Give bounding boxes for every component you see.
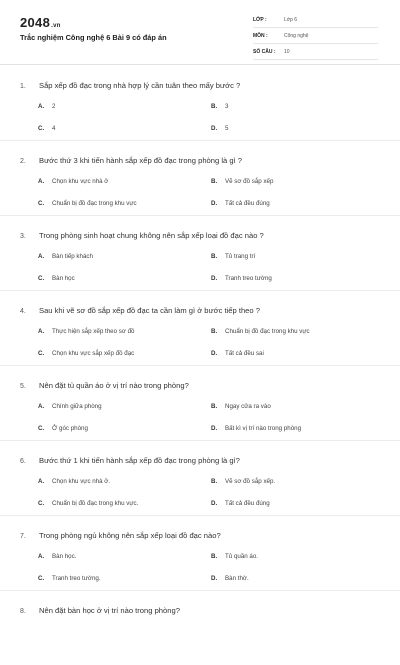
info-value: Công nghệ	[284, 33, 309, 39]
option-letter: A.	[38, 403, 45, 410]
question-item	[0, 141, 400, 216]
option-letter: A.	[38, 478, 45, 485]
option-letter: D.	[211, 500, 218, 507]
option-d[interactable]	[211, 200, 270, 207]
option-text: 2	[52, 103, 56, 110]
question-stem	[20, 231, 264, 240]
option-a[interactable]	[38, 478, 110, 485]
option-letter: B.	[211, 478, 218, 485]
option-letter: D.	[211, 275, 218, 282]
question-text: Trong phòng sinh hoạt chung không nên sắp xếp loại đồ đạc nào ?	[39, 231, 264, 240]
question-item	[0, 591, 400, 665]
option-letter: A.	[38, 253, 45, 260]
option-b[interactable]	[211, 403, 271, 410]
option-c[interactable]	[38, 125, 55, 132]
option-c[interactable]	[38, 350, 134, 357]
option-a[interactable]	[38, 328, 135, 335]
question-text: Trong phòng ngủ không nên sắp xếp loại đồ đạc nào?	[39, 531, 221, 540]
option-letter: A.	[38, 178, 45, 185]
option-text: Tủ quần áo.	[225, 553, 259, 560]
option-letter: D.	[211, 125, 218, 132]
option-d[interactable]	[211, 575, 249, 582]
question-stem	[20, 456, 240, 465]
option-c[interactable]	[38, 275, 75, 282]
option-c[interactable]	[38, 425, 88, 432]
option-letter: C.	[38, 350, 45, 357]
option-text: Tất cả đều sai	[225, 350, 264, 357]
info-key: SỐ CÂU :	[253, 49, 276, 55]
option-b[interactable]	[211, 103, 228, 110]
question-text: Bước thứ 3 khi tiến hành sắp xếp đồ đạc trong phòng là gì ?	[39, 156, 243, 165]
option-letter: B.	[211, 553, 218, 560]
option-a[interactable]	[38, 253, 93, 260]
question-number: 4.	[20, 308, 26, 315]
question-number: 1.	[20, 83, 26, 90]
option-c[interactable]	[38, 200, 137, 207]
option-b[interactable]	[211, 553, 258, 560]
option-letter: D.	[211, 350, 218, 357]
question-number: 3.	[20, 233, 26, 240]
question-item	[0, 291, 400, 366]
option-b[interactable]	[211, 328, 310, 335]
option-text: 5	[225, 125, 229, 132]
question-stem	[20, 381, 189, 390]
logo-text: 2048	[20, 15, 51, 30]
question-item	[0, 441, 400, 516]
info-key: LỚP :	[253, 17, 267, 23]
question-text: Bước thứ 1 khi tiến hành sắp xếp đồ đạc trong phòng là gì?	[39, 456, 240, 465]
question-item	[0, 516, 400, 591]
question-item	[0, 66, 400, 141]
question-item	[0, 366, 400, 441]
option-letter: C.	[38, 275, 45, 282]
question-stem	[20, 606, 180, 615]
option-text: Bàn học	[52, 275, 75, 282]
question-number: 5.	[20, 383, 26, 390]
question-number: 2.	[20, 158, 26, 165]
option-letter: C.	[38, 125, 45, 132]
question-list	[0, 66, 400, 665]
page-title: Trắc nghiệm Công nghệ 6 Bài 9 có đáp án	[20, 33, 167, 42]
question-number: 8.	[20, 608, 26, 615]
option-text: Vẽ sơ đồ sắp xếp.	[225, 478, 276, 485]
option-letter: D.	[211, 200, 218, 207]
question-text: Nên đặt tủ quần áo ở vị trí nào trong phòng?	[39, 381, 189, 390]
info-key: MÔN :	[253, 33, 268, 39]
option-c[interactable]	[38, 575, 101, 582]
option-letter: A.	[38, 103, 45, 110]
option-letter: A.	[38, 553, 45, 560]
option-d[interactable]	[211, 275, 272, 282]
option-letter: C.	[38, 500, 45, 507]
option-d[interactable]	[211, 500, 270, 507]
question-number: 7.	[20, 533, 26, 540]
page-header	[0, 0, 400, 65]
option-text: Chuẩn bị đồ đạc trong khu vực	[225, 328, 310, 335]
option-text: Tranh treo tường.	[52, 575, 101, 582]
option-b[interactable]	[211, 478, 275, 485]
option-text: Chọn khu vực sắp xếp đồ đạc	[52, 350, 135, 357]
option-text: Chính giữa phòng	[52, 403, 102, 410]
option-text: Ở góc phòng	[52, 425, 88, 432]
option-text: Thực hiện sắp xếp theo sơ đồ	[52, 328, 135, 335]
question-stem	[20, 531, 221, 540]
question-text: Sau khi vẽ sơ đồ sắp xếp đồ đạc ta cần làm gì ở bước tiếp theo ?	[39, 306, 260, 315]
option-text: 4	[52, 125, 56, 132]
option-text: 3	[225, 103, 229, 110]
info-value: 10	[284, 49, 290, 55]
option-text: Bàn học.	[52, 553, 77, 560]
option-text: Tất cả đều đúng	[225, 200, 270, 207]
option-text: Chọn khu vực nhà ở	[52, 178, 109, 185]
option-d[interactable]	[211, 125, 228, 132]
option-letter: B.	[211, 178, 218, 185]
question-stem	[20, 81, 240, 90]
info-row-count	[253, 45, 378, 60]
option-text: Bất kì vị trí nào trong phòng	[225, 425, 302, 432]
question-text: Sắp xếp đồ đạc trong nhà hợp lý cần tuân theo mấy bước ?	[39, 81, 241, 90]
option-c[interactable]	[38, 500, 138, 507]
option-text: Bàn tiếp khách	[52, 253, 93, 260]
option-letter: A.	[38, 328, 45, 335]
option-text: Chuẩn bị đồ đạc trong khu vực	[52, 200, 137, 207]
info-table	[253, 13, 378, 61]
option-letter: C.	[38, 425, 45, 432]
option-text: Tranh treo tường	[225, 275, 272, 282]
option-text: Tất cả đều đúng	[225, 500, 270, 507]
option-text: Bàn thờ.	[225, 575, 249, 582]
option-b[interactable]	[211, 178, 273, 185]
question-number: 6.	[20, 458, 26, 465]
option-letter: C.	[38, 200, 45, 207]
option-letter: B.	[211, 403, 218, 410]
option-letter: D.	[211, 575, 218, 582]
option-letter: C.	[38, 575, 45, 582]
info-row-subject	[253, 29, 378, 44]
option-d[interactable]	[211, 425, 301, 432]
option-text: Ngay cửa ra vào	[225, 403, 271, 410]
option-text: Chọn khu vực nhà ở.	[52, 478, 111, 485]
option-text: Vẽ sơ đồ sắp xếp	[225, 178, 274, 185]
option-text: Chuẩn bị đồ đạc trong khu vực.	[52, 500, 139, 507]
logo-domain: .vn	[51, 23, 61, 29]
option-b[interactable]	[211, 253, 255, 260]
info-value: Lớp 6	[284, 17, 298, 23]
question-item	[0, 216, 400, 291]
question-stem	[20, 306, 260, 315]
question-text: Nên đặt bàn học ở vị trí nào trong phòng?	[39, 606, 180, 615]
option-a[interactable]	[38, 178, 108, 185]
option-letter: D.	[211, 425, 218, 432]
option-a[interactable]	[38, 103, 55, 110]
option-a[interactable]	[38, 403, 102, 410]
option-a[interactable]	[38, 553, 76, 560]
option-letter: B.	[211, 328, 218, 335]
question-stem	[20, 156, 242, 165]
option-letter: B.	[211, 103, 218, 110]
info-row-grade	[253, 13, 378, 28]
option-d[interactable]	[211, 350, 264, 357]
site-logo[interactable]	[20, 15, 61, 30]
option-letter: B.	[211, 253, 218, 260]
option-text: Tủ trang trí	[225, 253, 256, 260]
